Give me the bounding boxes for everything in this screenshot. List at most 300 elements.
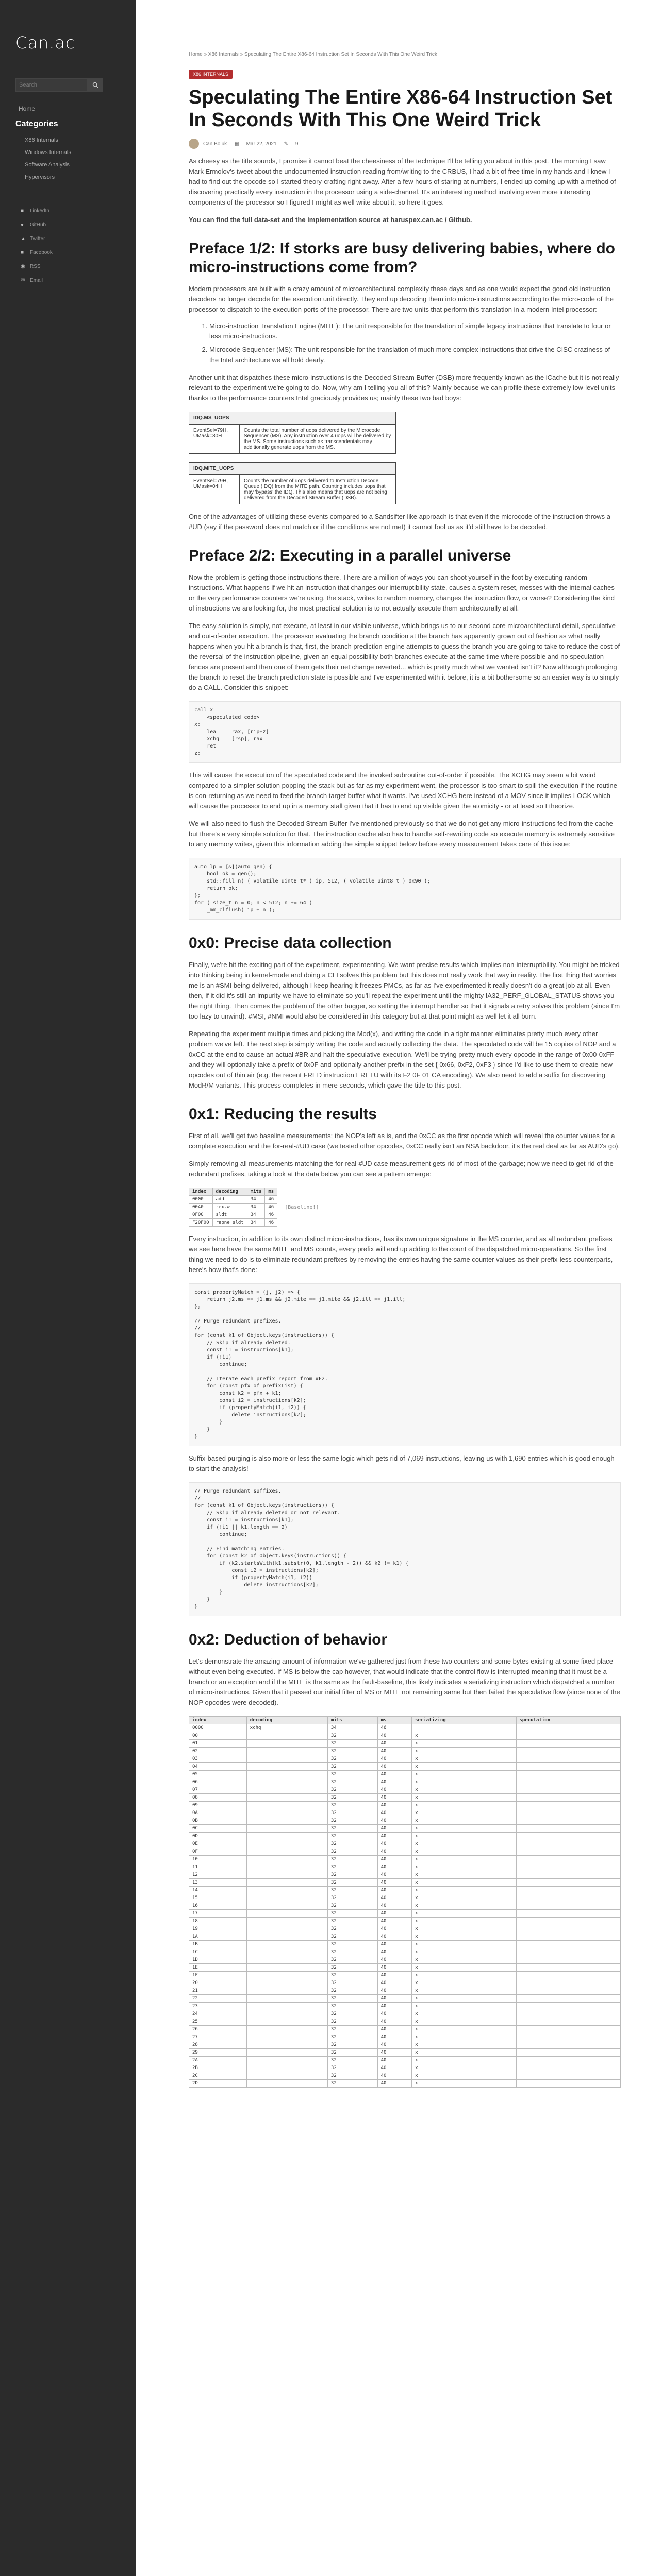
table-cell [516,1948,620,1956]
table-cell [516,1732,620,1740]
search-input[interactable] [15,78,88,92]
table-cell [246,1778,327,1786]
table-cell: x [412,1794,516,1802]
table-cell: 22 [189,1995,247,2003]
counter-table-mite [189,462,396,504]
table-row [189,1910,621,1918]
table-cell: x [412,1910,516,1918]
paragraph: One of the advantages of utilizing these events compared to a Sandsifter-like approach is that even if the microcode of the instruction throws a #UD (say if the password does not match or if the conditions are not met) it cannot fool us as it'd still have to be decoded. [189,513,611,531]
table-cell: 40 [377,1863,411,1871]
table-cell: 40 [377,2080,411,2088]
table-row [189,1887,621,1894]
table-cell: 04 [189,1763,247,1771]
column-header: index [189,1717,247,1724]
table-cell: x [412,2049,516,2057]
table-cell [246,1732,327,1740]
table-cell: x [412,1979,516,1987]
table-cell [246,1995,327,2003]
column-header: ms [265,1188,277,1196]
table-cell: 40 [377,1925,411,1933]
table-cell [246,1910,327,1918]
table-row [189,1840,621,1848]
table-cell [246,1755,327,1763]
social-label: Facebook [30,250,53,256]
table-cell [516,1786,620,1794]
social-link-rss[interactable] [0,260,136,274]
table-cell: xchg [246,1724,327,1732]
social-links [0,204,136,287]
social-link-github[interactable] [0,218,136,232]
table-cell: 32 [327,1918,377,1925]
table-cell [516,2057,620,2064]
table-cell: x [412,1802,516,1809]
table-cell: 40 [377,1755,411,1763]
table-cell [516,2026,620,2033]
table-cell: x [412,1825,516,1833]
table-cell [246,2003,327,2010]
table-header-row [189,1188,277,1196]
table-cell [516,2080,620,2088]
social-label: Twitter [30,236,45,242]
table-cell [246,1771,327,1778]
table-cell [246,1987,327,1995]
table-cell: 18 [189,1918,247,1925]
table-cell: 40 [377,1910,411,1918]
table-cell [246,1941,327,1948]
prefix-table [189,1188,277,1227]
table-cell: 32 [327,1856,377,1863]
table-cell: 25 [189,2018,247,2026]
table-cell: 40 [377,2033,411,2041]
social-link-facebook[interactable] [0,246,136,260]
table-cell [516,1748,620,1755]
table-cell: 34 [247,1211,265,1219]
email-icon: ✉ [21,277,25,283]
table-cell: x [412,2072,516,2080]
table-cell: 32 [327,1925,377,1933]
counter-table-ms [189,412,396,454]
table-row [189,1802,621,1809]
category-link[interactable]: Software Analysis [25,162,70,168]
site-logo[interactable]: Can.ac [15,33,75,53]
table-cell: 46 [377,1724,411,1732]
table-cell: x [412,1763,516,1771]
table-cell: x [412,2033,516,2041]
table-row [189,1809,621,1817]
table-cell: 40 [377,1941,411,1948]
table-cell [516,1840,620,1848]
table-cell: x [412,1964,516,1972]
intro-paragraph: As cheesy as the title sounds, I promise it cannot beat the cheesiness of the technique I'll be telling you about in this post. The morning I saw Mark Ermolov's tweet about the undocumented instruction reading from/writing to the CRBUS, I had a bit of free time in my hands and I knew I had to find out the opcode so I started theory-crafting right away. After a few hours of staring at numbers, I ended up coming up with a method of discovering practically every instruction in the processor using a side-channel. It's an interesting method involving even more interesting components of the processor so I figured I might as well write about it, so here it goes. [189,157,616,206]
table-cell: F20F00 [189,1219,213,1227]
table-cell: x [412,1856,516,1863]
github-icon: ● [21,222,24,228]
table-cell [516,1918,620,1925]
table-cell [246,1809,327,1817]
table-cell: 40 [377,1833,411,1840]
column-header: speculation [516,1717,620,1724]
table-cell: 02 [189,1748,247,1755]
table-cell [246,2033,327,2041]
table-cell: 46 [265,1211,277,1219]
table-row [189,1724,621,1732]
table-cell [516,1856,620,1863]
table-cell: 32 [327,2049,377,2057]
table-cell: 32 [327,1848,377,1856]
section-heading: Preface 1/2: If storks are busy delivering babies, where do micro-instructions come from? [189,240,615,276]
section-heading: Preface 2/2: Executing in a parallel universe [189,547,511,564]
table-cell: x [412,1918,516,1925]
table-cell [516,1902,620,1910]
table-cell: 40 [377,1740,411,1748]
table-cell: 32 [327,1740,377,1748]
table-row [189,1972,621,1979]
calendar-icon: ▦ [234,141,239,147]
table-cell: x [412,1771,516,1778]
table-cell: x [412,1809,516,1817]
table-row [189,1902,621,1910]
table-cell [246,1972,327,1979]
table-note: [Baseline!] [285,1204,319,1210]
table-cell [516,2072,620,2080]
table-cell: 40 [377,1856,411,1863]
table-row [189,1933,621,1941]
table-cell [516,1763,620,1771]
table-row [189,1918,621,1925]
paragraph: Suffix-based purging is also more or less the same logic which gets rid of 7,069 instructions, leaving us with 1,690 entries which is good enough to start the analysis! [189,1454,615,1472]
table-cell: 32 [327,2080,377,2088]
table-cell [246,1740,327,1748]
table-cell: 08 [189,1794,247,1802]
unit-list [189,321,621,365]
table-row [189,1833,621,1840]
table-row [189,1786,621,1794]
table-cell: x [412,2041,516,2049]
table-cell: 29 [189,2049,247,2057]
table-cell: 40 [377,1802,411,1809]
table-cell: 34 [247,1196,265,1204]
table-cell [246,2072,327,2080]
table-cell [516,1995,620,2003]
table-row [189,1956,621,1964]
table-cell: 28 [189,2041,247,2049]
table-cell: rex.w [212,1204,247,1211]
table-cell: x [412,1871,516,1879]
table-cell: 32 [327,1995,377,2003]
table-row [189,1204,277,1211]
table-cell: x [412,1748,516,1755]
table-cell: 11 [189,1863,247,1871]
table-cell: x [412,2026,516,2033]
table-cell [246,1848,327,1856]
table-cell [246,1833,327,1840]
table-cell: 17 [189,1910,247,1918]
table-row [189,2080,621,2088]
post-date: Mar 22, 2021 [246,141,277,147]
table-cell [246,1887,327,1894]
table-row [189,1979,621,1987]
social-link-twitter[interactable] [0,232,136,246]
code-block: call x <speculated code> x: lea rax, [rip+z] xchg [rsp], rax ret z: [189,701,621,763]
linkedin-icon: ■ [21,208,24,214]
table-cell: 0B [189,1817,247,1825]
table-cell: x [412,1995,516,2003]
table-cell: 32 [327,1794,377,1802]
table-cell: 32 [327,2041,377,2049]
table-cell [246,1817,327,1825]
table-cell: 40 [377,1794,411,1802]
table-cell: 40 [377,1894,411,1902]
table-cell: 2A [189,2057,247,2064]
table-cell: 40 [377,1933,411,1941]
table-cell [516,1778,620,1786]
table-cell: 26 [189,2026,247,2033]
table-cell: 46 [265,1196,277,1204]
table-cell [516,2010,620,2018]
post-meta [189,139,621,149]
social-link-email[interactable] [0,274,136,287]
column-header: decoding [246,1717,327,1724]
table-cell [246,1894,327,1902]
table-cell [516,1910,620,1918]
table-cell: 32 [327,1817,377,1825]
table-cell [516,1755,620,1763]
table-cell: 40 [377,2010,411,2018]
table-cell: x [412,1786,516,1794]
table-cell: 1C [189,1948,247,1956]
table-row [189,1211,277,1219]
category-badge[interactable]: X86 INTERNALS [189,70,233,79]
table-cell: x [412,1933,516,1941]
table-cell: repne sldt [212,1219,247,1227]
column-header: serializing [412,1717,516,1724]
table-cell: 40 [377,1887,411,1894]
code-block: // Purge redundant suffixes. // for (const k1 of Object.keys(instructions)) { // Skip if already deleted or not relevant. const i1 = instructions[k1]; if (!i1 || k1.length == 2) continue; // Find matching entries. for (const k2 of Object.keys(instructions)) { if (k2.startsWith(k1.substr(0, k1.length - 2)) && k2 != k1) { const i2 = instructions[k2]; if (propertyMatch(i1, i2)) delete instructions[k2]; } } } [189,1482,621,1616]
table-cell: 32 [327,1933,377,1941]
table-cell: x [412,1732,516,1740]
table-cell [516,2049,620,2057]
table-header-row [189,1717,621,1724]
counter-name: IDQ.MITE_UOPS [189,463,396,475]
table-row [189,1740,621,1748]
paragraph: Repeating the experiment multiple times and picking the Mod(x), and writing the code in a tight manner eliminates pretty much every other problem we've left. The next step is simply writing the code and actually collecting the data. The speculated code will be 15 copies of NOP and a 0xCC at the end to cause an actual #BR and halt the speculative execution. We'll be trying pretty much every opcode in the range of 0x00-0xFF and they will optionally take a prefix of 0x0F and optionally another prefix in the set { 0x66, 0xF2, 0xF3 } since I'd like to use them to create new opcodes out of thin air (e.g. the recent FRED instruction ERETU with its F2 0F 01 CA encoding). We also need to add a suffix for discovering ModR/M variants. This process completes in mere seconds, which gave the title to this post. [189,1030,616,1089]
table-cell: 32 [327,1840,377,1848]
list-item: 2. Microcode Sequencer (MS): The unit responsible for the translation of much more complex instructions that drive the CISC craziness of the Intel architecture we all hold dearly. [209,345,621,365]
table-cell: 32 [327,1748,377,1755]
table-row [189,1987,621,1995]
source-note[interactable]: You can find the full data-set and the implementation source at haruspex.can.ac / Github. [189,216,472,224]
table-cell: 40 [377,1956,411,1964]
table-cell: 05 [189,1771,247,1778]
table-cell: 32 [327,2064,377,2072]
table-cell: 40 [377,1809,411,1817]
code-block: const propertyMatch = (j, j2) => { return j2.ms == j1.ms && j2.mite == j1.mite && j2.ill == j1.ill; }; // Purge redundant prefixes. // for (const k1 of Object.keys(instructions)) { // Skip if already deleted. const i1 = instructions[k1]; if (!i1) continue; // Iterate each prefix report from #F2. for (const pfx of prefixList) { const k2 = pfx + k1; const i2 = instructions[k2]; if (propertyMatch(i1, i2)) { delete instructions[k2]; } } } [189,1283,621,1446]
table-row [189,1856,621,1863]
table-cell: x [412,1833,516,1840]
table-cell: 40 [377,1995,411,2003]
table-cell: 32 [327,1902,377,1910]
table-cell [246,1763,327,1771]
table-cell [516,1987,620,1995]
table-cell: 40 [377,2026,411,2033]
table-cell: 40 [377,2041,411,2049]
table-row [189,2041,621,2049]
table-cell [246,2080,327,2088]
table-cell [246,2049,327,2057]
table-cell: 0000 [189,1196,213,1204]
table-cell: 0D [189,1833,247,1840]
table-cell: 32 [327,1941,377,1948]
table-cell: 34 [247,1204,265,1211]
table-row [189,2057,621,2064]
table-cell: 40 [377,2049,411,2057]
table-row [189,1778,621,1786]
table-cell [516,2064,620,2072]
category-link[interactable]: Windows Internals [25,149,71,156]
table-cell: 34 [327,1724,377,1732]
paragraph: Finally, we're hit the exciting part of the experiment, experimenting. We want precise results which implies non-interruptibility. You might be tricked into thinking being in kernel-mode and doing a CLI solves this problem but this does not really work that way in reality. The first thing that worries me is an #SMI being delivered, although I keep hearing it freezes PMCs, as far as I've experimented it really doesn't do a great job at all. Even then, if it did it's still an impurity we have to eliminate so you'll repeat the experiment until the mighty IA32_PERF_GLOBAL_STATUS shows you the right thing. Then comes the problem of the other bugger, so setting the interrupt handler so that it signals a retry solves this problem (since I'm too lazy to unwind). #MSI, #NMI would also be considered in this category but at that point might as well let it all burn. [189,961,620,1020]
table-cell [246,1871,327,1879]
column-header: ms [377,1717,411,1724]
table-cell: 1F [189,1972,247,1979]
table-cell [246,1794,327,1802]
table-cell: 1B [189,1941,247,1948]
table-cell: 32 [327,2003,377,2010]
table-cell: 40 [377,1879,411,1887]
table-cell: x [412,1840,516,1848]
table-cell [516,1817,620,1825]
table-cell [516,1802,620,1809]
table-cell [516,1879,620,1887]
table-cell: 40 [377,2064,411,2072]
table-row [189,1219,277,1227]
table-cell [516,1925,620,1933]
paragraph: Another unit that dispatches these micro-instructions is the Decoded Stream Buffer (DSB) more frequently known as the iCache but it is not really relevant to the experiment we're going to do. Now, why am I telling you all of this? Mainly because we can profile these extremely low-level units thanks to the performance counters Intel graciously provides us; mainly these two bad boys: [189,374,619,402]
table-row [189,1925,621,1933]
table-cell [246,1956,327,1964]
table-cell [516,1972,620,1979]
paragraph: First of all, we'll get two baseline measurements; the NOP's left as is, and the 0xCC as the first opcode which will reveal the counter values for a complete execution and the for-real-#UD case (we tested other opcodes, 0xCC really isn't an NSA backdoor, it's the real deal as far as AUD's go). [189,1132,620,1150]
table-cell: x [412,1887,516,1894]
table-cell: 32 [327,1763,377,1771]
breadcrumb[interactable]: Home » X86 Internals » Speculating The Entire X86-64 Instruction Set In Seconds With This One Weird Trick [189,52,437,57]
table-cell: 1D [189,1956,247,1964]
table-cell: 40 [377,1871,411,1879]
table-cell [246,2010,327,2018]
table-wrapper [189,1179,621,1227]
table-cell: 40 [377,1840,411,1848]
table-row [189,2018,621,2026]
table-cell: 32 [327,1879,377,1887]
comment-icon: ✎ [284,141,288,147]
table-cell [246,1925,327,1933]
table-row [189,2003,621,2010]
table-cell: 32 [327,1771,377,1778]
table-cell [246,2018,327,2026]
table-cell: x [412,1879,516,1887]
table-cell [516,2018,620,2026]
table-cell: 32 [327,1863,377,1871]
sidebar [0,0,136,2576]
category-link[interactable]: X86 Internals [25,137,58,143]
table-cell: 06 [189,1778,247,1786]
table-cell [246,1948,327,1956]
section-heading: 0x2: Deduction of behavior [189,1631,388,1648]
table-cell: 12 [189,1871,247,1879]
table-cell: x [412,1894,516,1902]
table-row [189,1748,621,1755]
table-cell [516,1941,620,1948]
table-row [189,1941,621,1948]
table-cell: 24 [189,2010,247,2018]
table-row [189,1995,621,2003]
counter-name: IDQ.MS_UOPS [189,412,396,425]
table-row [189,1771,621,1778]
table-cell: 00 [189,1732,247,1740]
table-cell [246,1856,327,1863]
table-cell: 46 [265,1204,277,1211]
table-cell [516,1964,620,1972]
comment-count[interactable]: 9 [295,141,299,147]
table-cell [516,1809,620,1817]
section-heading: 0x0: Precise data collection [189,935,392,952]
table-row [189,2010,621,2018]
author-name[interactable]: Can Bölük [203,141,227,147]
table-cell: 40 [377,1748,411,1755]
table-cell: 2B [189,2064,247,2072]
table-cell [246,2057,327,2064]
social-link-linkedin[interactable] [0,204,136,218]
table-cell: 13 [189,1879,247,1887]
table-cell: 32 [327,1755,377,1763]
table-cell [246,1918,327,1925]
social-label: Email [30,278,43,283]
table-cell: 32 [327,2057,377,2064]
table-row [189,1863,621,1871]
table-cell: 40 [377,1778,411,1786]
table-cell: 32 [327,1786,377,1794]
table-cell: 0E [189,1840,247,1848]
table-cell: 40 [377,2057,411,2064]
table-cell [516,1863,620,1871]
table-cell: 40 [377,1972,411,1979]
table-cell [516,1825,620,1833]
table-cell [246,1979,327,1987]
table-cell: 16 [189,1902,247,1910]
nav-home-link[interactable]: Home [19,105,36,112]
table-cell: x [412,2010,516,2018]
category-link[interactable]: Hypervisors [25,174,55,180]
table-cell: x [412,2080,516,2088]
table-cell: x [412,1925,516,1933]
table-cell: 20 [189,1979,247,1987]
table-cell [246,1933,327,1941]
search-button[interactable] [88,78,103,92]
table-cell: 32 [327,2018,377,2026]
table-cell: x [412,2064,516,2072]
table-cell [246,2026,327,2033]
table-cell: 32 [327,2072,377,2080]
table-cell: 32 [327,1825,377,1833]
counter-event: EventSel=79H, UMask=04H [189,475,240,504]
table-cell [246,1786,327,1794]
table-cell: 40 [377,1817,411,1825]
section-heading: 0x1: Reducing the results [189,1106,377,1123]
table-cell [246,2041,327,2049]
table-cell: 32 [327,1979,377,1987]
table-cell: 32 [327,2026,377,2033]
table-cell: 32 [327,2010,377,2018]
